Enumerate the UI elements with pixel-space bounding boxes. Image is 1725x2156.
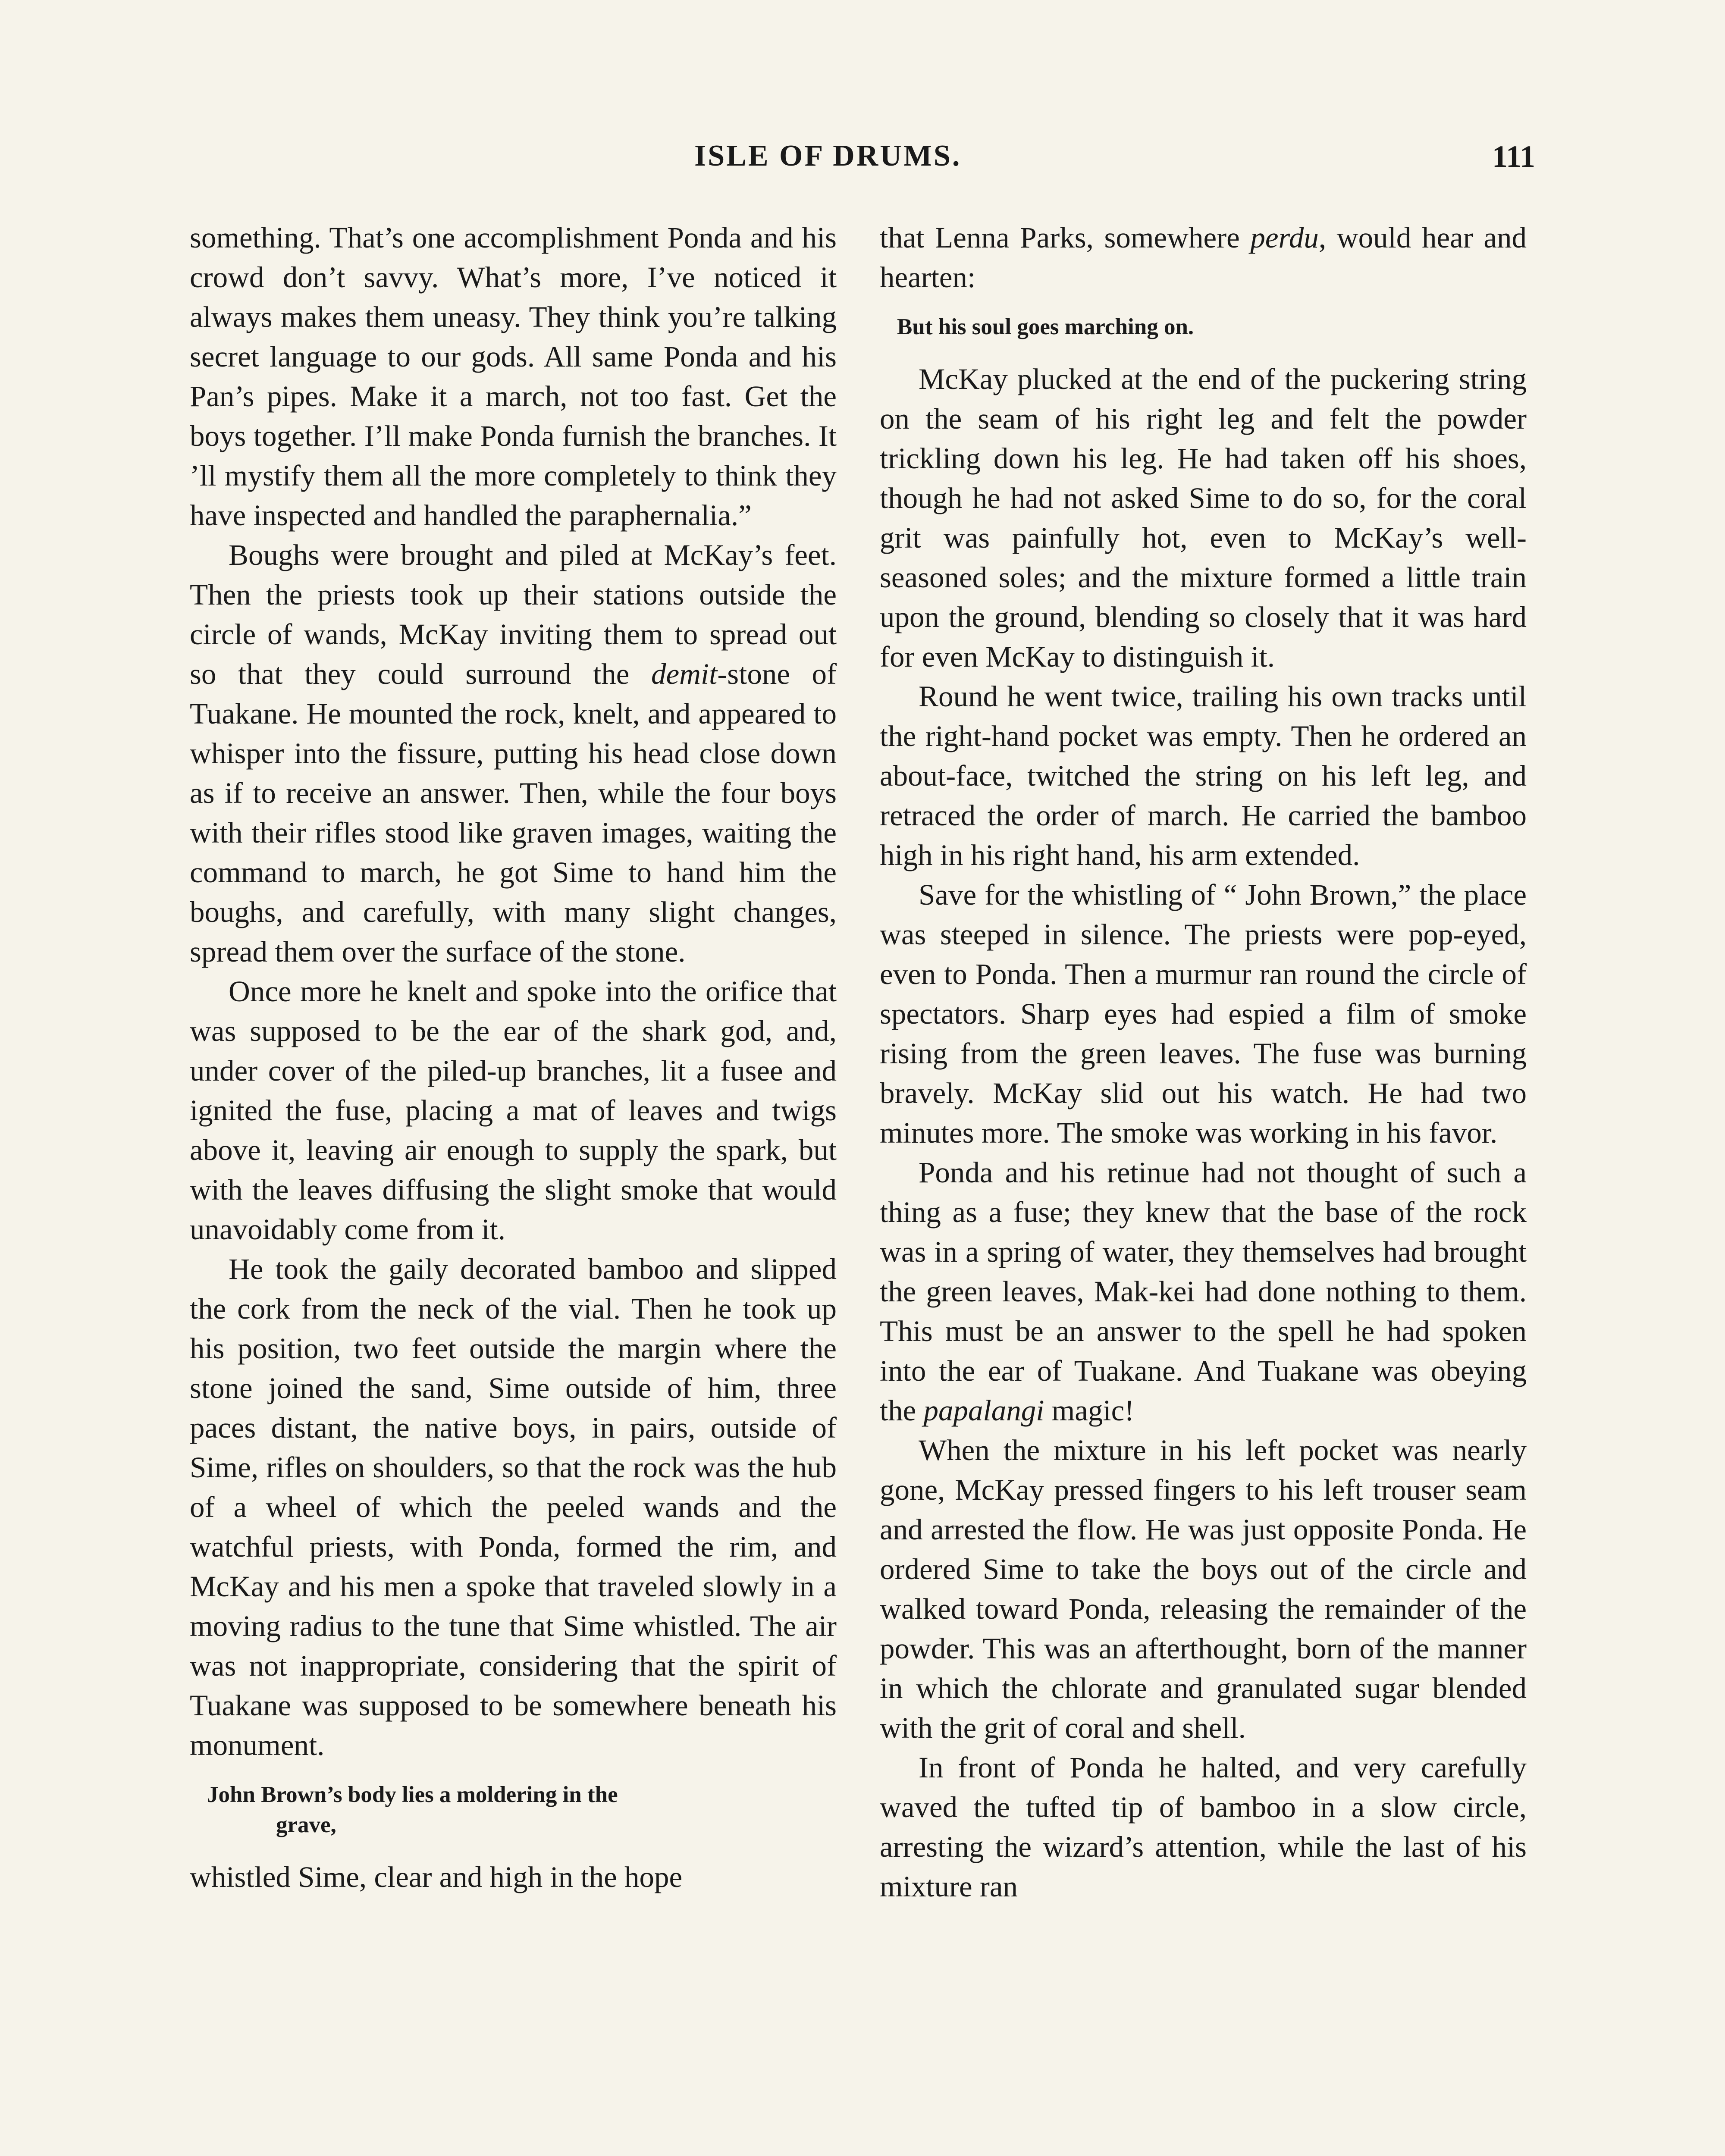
paragraph: Once more he knelt and spoke into the orifice that was supposed to be the ear of the shark god, and, under cover of the piled-up branches, lit a fusee and ignited the fuse, placing a mat of leaves and twigs above it, leaving air enough to supply the spark, but with the leaves diffusing the slight smoke that would unavoidably come from it. xyxy=(190,975,837,1246)
paragraph: whistled Sime, clear and high in the hope xyxy=(190,1861,683,1893)
paragraph xyxy=(880,218,1527,297)
paragraph xyxy=(880,1153,1527,1430)
paragraph-text: , would hear and hearten: xyxy=(880,221,1527,294)
italic-term: demit xyxy=(651,658,718,690)
verse-quote: But his soul goes marching on. xyxy=(897,314,1194,339)
italic-term: perdu xyxy=(1250,221,1319,254)
paragraph-text: magic! xyxy=(1044,1394,1135,1427)
paragraph: He took the gaily decorated bamboo and slipped the cork from the neck of the vial. Then he took up his position, two feet outside the margin where the stone joined the sand, Sime outside of him, three paces distant, the native boys, in pairs, outside of Sime, rifles on shoulders, so that the rock was the hub of a wheel of which the peeled wands and the watchful priests, with Ponda, formed the rim, and McKay and his men a spoke that traveled slowly in a moving radius to the tune that Sime whistled. The air was not inappropriate, considering that the spirit of Tuakane was supposed to be somewhere beneath his monument. xyxy=(190,1253,837,1761)
paragraph: When the mixture in his left pocket was nearly gone, McKay pressed fingers to his left trouser seam and arrested the flow. He was just opposite Ponda. He ordered Sime to take the boys out of the circle and walked toward Ponda, releasing the remainder of the powder. This was an afterthought, born of the manner in which the chlorate and granulated sugar blended with the grit of coral and shell. xyxy=(880,1434,1527,1744)
paragraph-text: that Lenna Parks, somewhere xyxy=(880,221,1251,254)
right-column xyxy=(880,218,1527,1906)
paragraph-text: Ponda and his retinue had not thought of such a thing as a fuse; they knew that the base of the rock was in a spring of water, they themselves had brought the green leaves, Mak-kei had done nothing to them. This must be an answer to the spell he had spoken into the ear of Tuakane. And Tuakane was obeying the xyxy=(880,1156,1527,1427)
verse-quote xyxy=(207,1780,837,1840)
page-header xyxy=(694,139,1535,186)
italic-term: papalangi xyxy=(923,1394,1044,1427)
paragraph: something. That’s one accomplishment Ponda and his crowd don’t savvy. What’s more, I’ve noticed it always makes them uneasy. They think you’re talking secret language to our gods. All same Ponda and his Pan’s pipes. Make it a march, not too fast. Get the boys together. I’ll make Ponda furnish the branches. It ’ll mystify them all the more completely to think they have inspected and handled the paraphernalia.” xyxy=(190,221,837,532)
verse-line: John Brown’s body lies a moldering in the xyxy=(207,1782,618,1807)
paragraph: In front of Ponda he halted, and very carefully waved the tufted tip of bamboo in a slow circle, arresting the wizard’s attention, while the last of his mixture ran xyxy=(880,1751,1527,1903)
paragraph-text: Boughs were brought and piled at McKay’s feet. Then the priests took up their stations outside the circle of wands, McKay inviting them to spread out so that they could surround the xyxy=(190,539,837,690)
left-column xyxy=(190,218,837,1897)
paragraph-text: -stone of Tuakane. He mounted the rock, knelt, and appeared to whisper into the fissure, putting his head close down as if to receive an answer. Then, while the four boys with their rifles stood like graven images, waiting the command to march, he got Sime to hand him the boughs, and carefully, with many slight changes, spread them over the surface of the stone. xyxy=(190,658,837,968)
verse-line: grave, xyxy=(276,1812,336,1837)
paragraph: McKay plucked at the end of the puckering string on the seam of his right leg and felt the powder trickling down his leg. He had taken off his shoes, though he had not asked Sime to do so, for the coral grit was painfully hot, even to McKay’s well-seasoned soles; and the mixture formed a little train upon the ground, blending so closely that it was hard for even McKay to distinguish it. xyxy=(880,363,1527,673)
paragraph xyxy=(190,535,837,971)
page-number: 111 xyxy=(1492,139,1535,174)
paragraph: Round he went twice, trailing his own tracks until the right-hand pocket was empty. Then he ordered an about-face, twitched the string on his left leg, and retraced the order of march. He carried the bamboo high in his right hand, his arm extended. xyxy=(880,680,1527,871)
paragraph: Save for the whistling of “ John Brown,” the place was steeped in silence. The priests were pop-eyed, even to Ponda. Then a murmur ran round the circle of spectators. Sharp eyes had espied a film of smoke rising from the green leaves. The fuse was burning bravely. McKay slid out his watch. He had two minutes more. The smoke was working in his favor. xyxy=(880,878,1527,1149)
running-head: ISLE OF DRUMS. xyxy=(694,139,962,172)
